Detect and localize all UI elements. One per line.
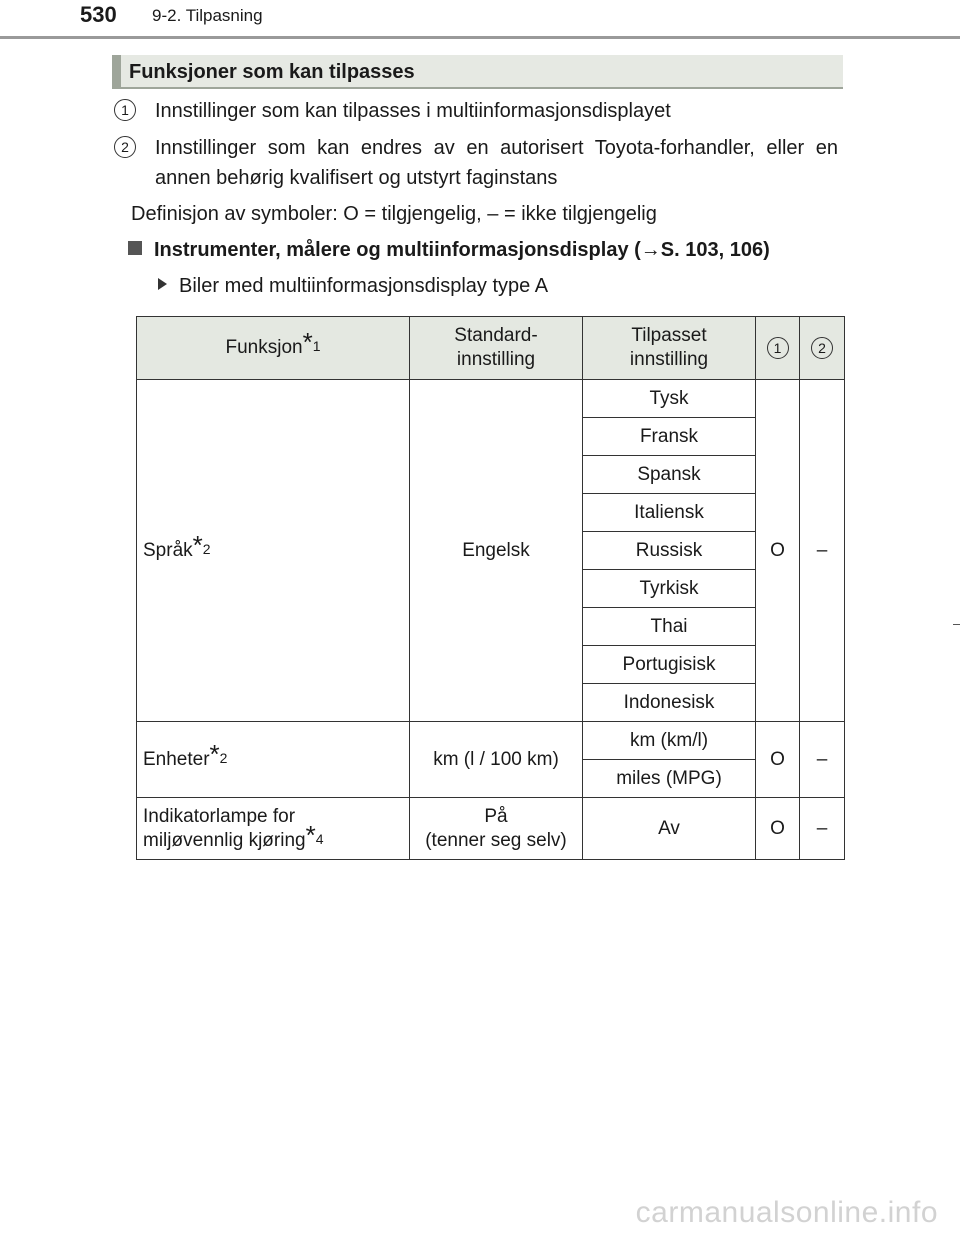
settings-table: [136, 316, 845, 860]
function-cell: Indikatorlampe for miljøvennlig kjøring$^{*4}$: [137, 798, 410, 860]
table-header-row: [137, 317, 845, 380]
availability-cell: –: [800, 798, 845, 860]
availability-cell: O: [756, 380, 800, 722]
list-item: [114, 96, 838, 126]
availability-cell: O: [756, 798, 800, 860]
option-cell: Fransk: [583, 418, 756, 456]
section-title: Funksjoner som kan tilpasses: [112, 55, 843, 89]
header-function: Funksjon$^{*1}$: [137, 317, 410, 380]
margin-mark: [953, 624, 960, 625]
default-cell: På (tenner seg selv): [410, 798, 583, 860]
circled-number-1: 1: [767, 337, 789, 359]
header-col1: [756, 317, 800, 380]
circled-number-2: 2: [811, 337, 833, 359]
header-col2: [800, 317, 845, 380]
header-custom: Tilpasset innstilling: [583, 317, 756, 380]
header-divider: [0, 36, 960, 39]
circled-number-2: 2: [114, 136, 136, 158]
option-cell: miles (MPG): [583, 760, 756, 798]
default-cell: km (l / 100 km): [410, 722, 583, 798]
arrow-icon: →: [640, 239, 661, 261]
chapter-title: 9-2. Tilpasning: [152, 6, 263, 25]
page-number: 530: [80, 2, 117, 27]
list-item: [114, 133, 838, 195]
option-cell: Thai: [583, 608, 756, 646]
variant-heading: [158, 271, 548, 301]
list-item-text: Innstillinger som kan tilpasses i multiinformasjonsdisplayet: [155, 100, 671, 122]
header-default: Standard- innstilling: [410, 317, 583, 380]
variant-label: Biler med multiinformasjonsdisplay type A: [179, 275, 549, 297]
option-cell: Indonesisk: [583, 684, 756, 722]
availability-cell: –: [800, 722, 845, 798]
table-row: [137, 722, 845, 760]
table-row: [137, 380, 845, 418]
option-cell: Russisk: [583, 532, 756, 570]
symbol-definition: Definisjon av symboler: O = tilgjengelig, – = ikke tilgjengelig: [131, 203, 657, 225]
option-cell: Spansk: [583, 456, 756, 494]
circled-number-1: 1: [114, 99, 136, 121]
square-bullet-icon: [128, 241, 142, 255]
option-cell: Tyrkisk: [583, 570, 756, 608]
list-item-text: Innstillinger som kan endres av en autorisert Toyota-forhandler, eller en annen behørig kvalifisert og utstyrt faginstans: [155, 137, 838, 189]
option-cell: Italiensk: [583, 494, 756, 532]
default-cell: Engelsk: [410, 380, 583, 722]
availability-cell: –: [800, 380, 845, 722]
option-cell: Av: [583, 798, 756, 860]
subsection-heading: [128, 235, 770, 265]
option-cell: Tysk: [583, 380, 756, 418]
page-header: [0, 0, 960, 40]
subsection-title: Instrumenter, målere og multiinformasjonsdisplay (: [154, 239, 641, 261]
page-reference: S. 103, 106): [660, 239, 770, 261]
availability-cell: O: [756, 722, 800, 798]
function-cell: Språk$^{*2}$: [137, 380, 410, 722]
triangle-bullet-icon: [158, 278, 167, 290]
table-row: [137, 798, 845, 860]
option-cell: km (km/l): [583, 722, 756, 760]
function-cell: Enheter$^{*2}$: [137, 722, 410, 798]
watermark: carmanualsonline.info: [635, 1196, 938, 1229]
option-cell: Portugisisk: [583, 646, 756, 684]
